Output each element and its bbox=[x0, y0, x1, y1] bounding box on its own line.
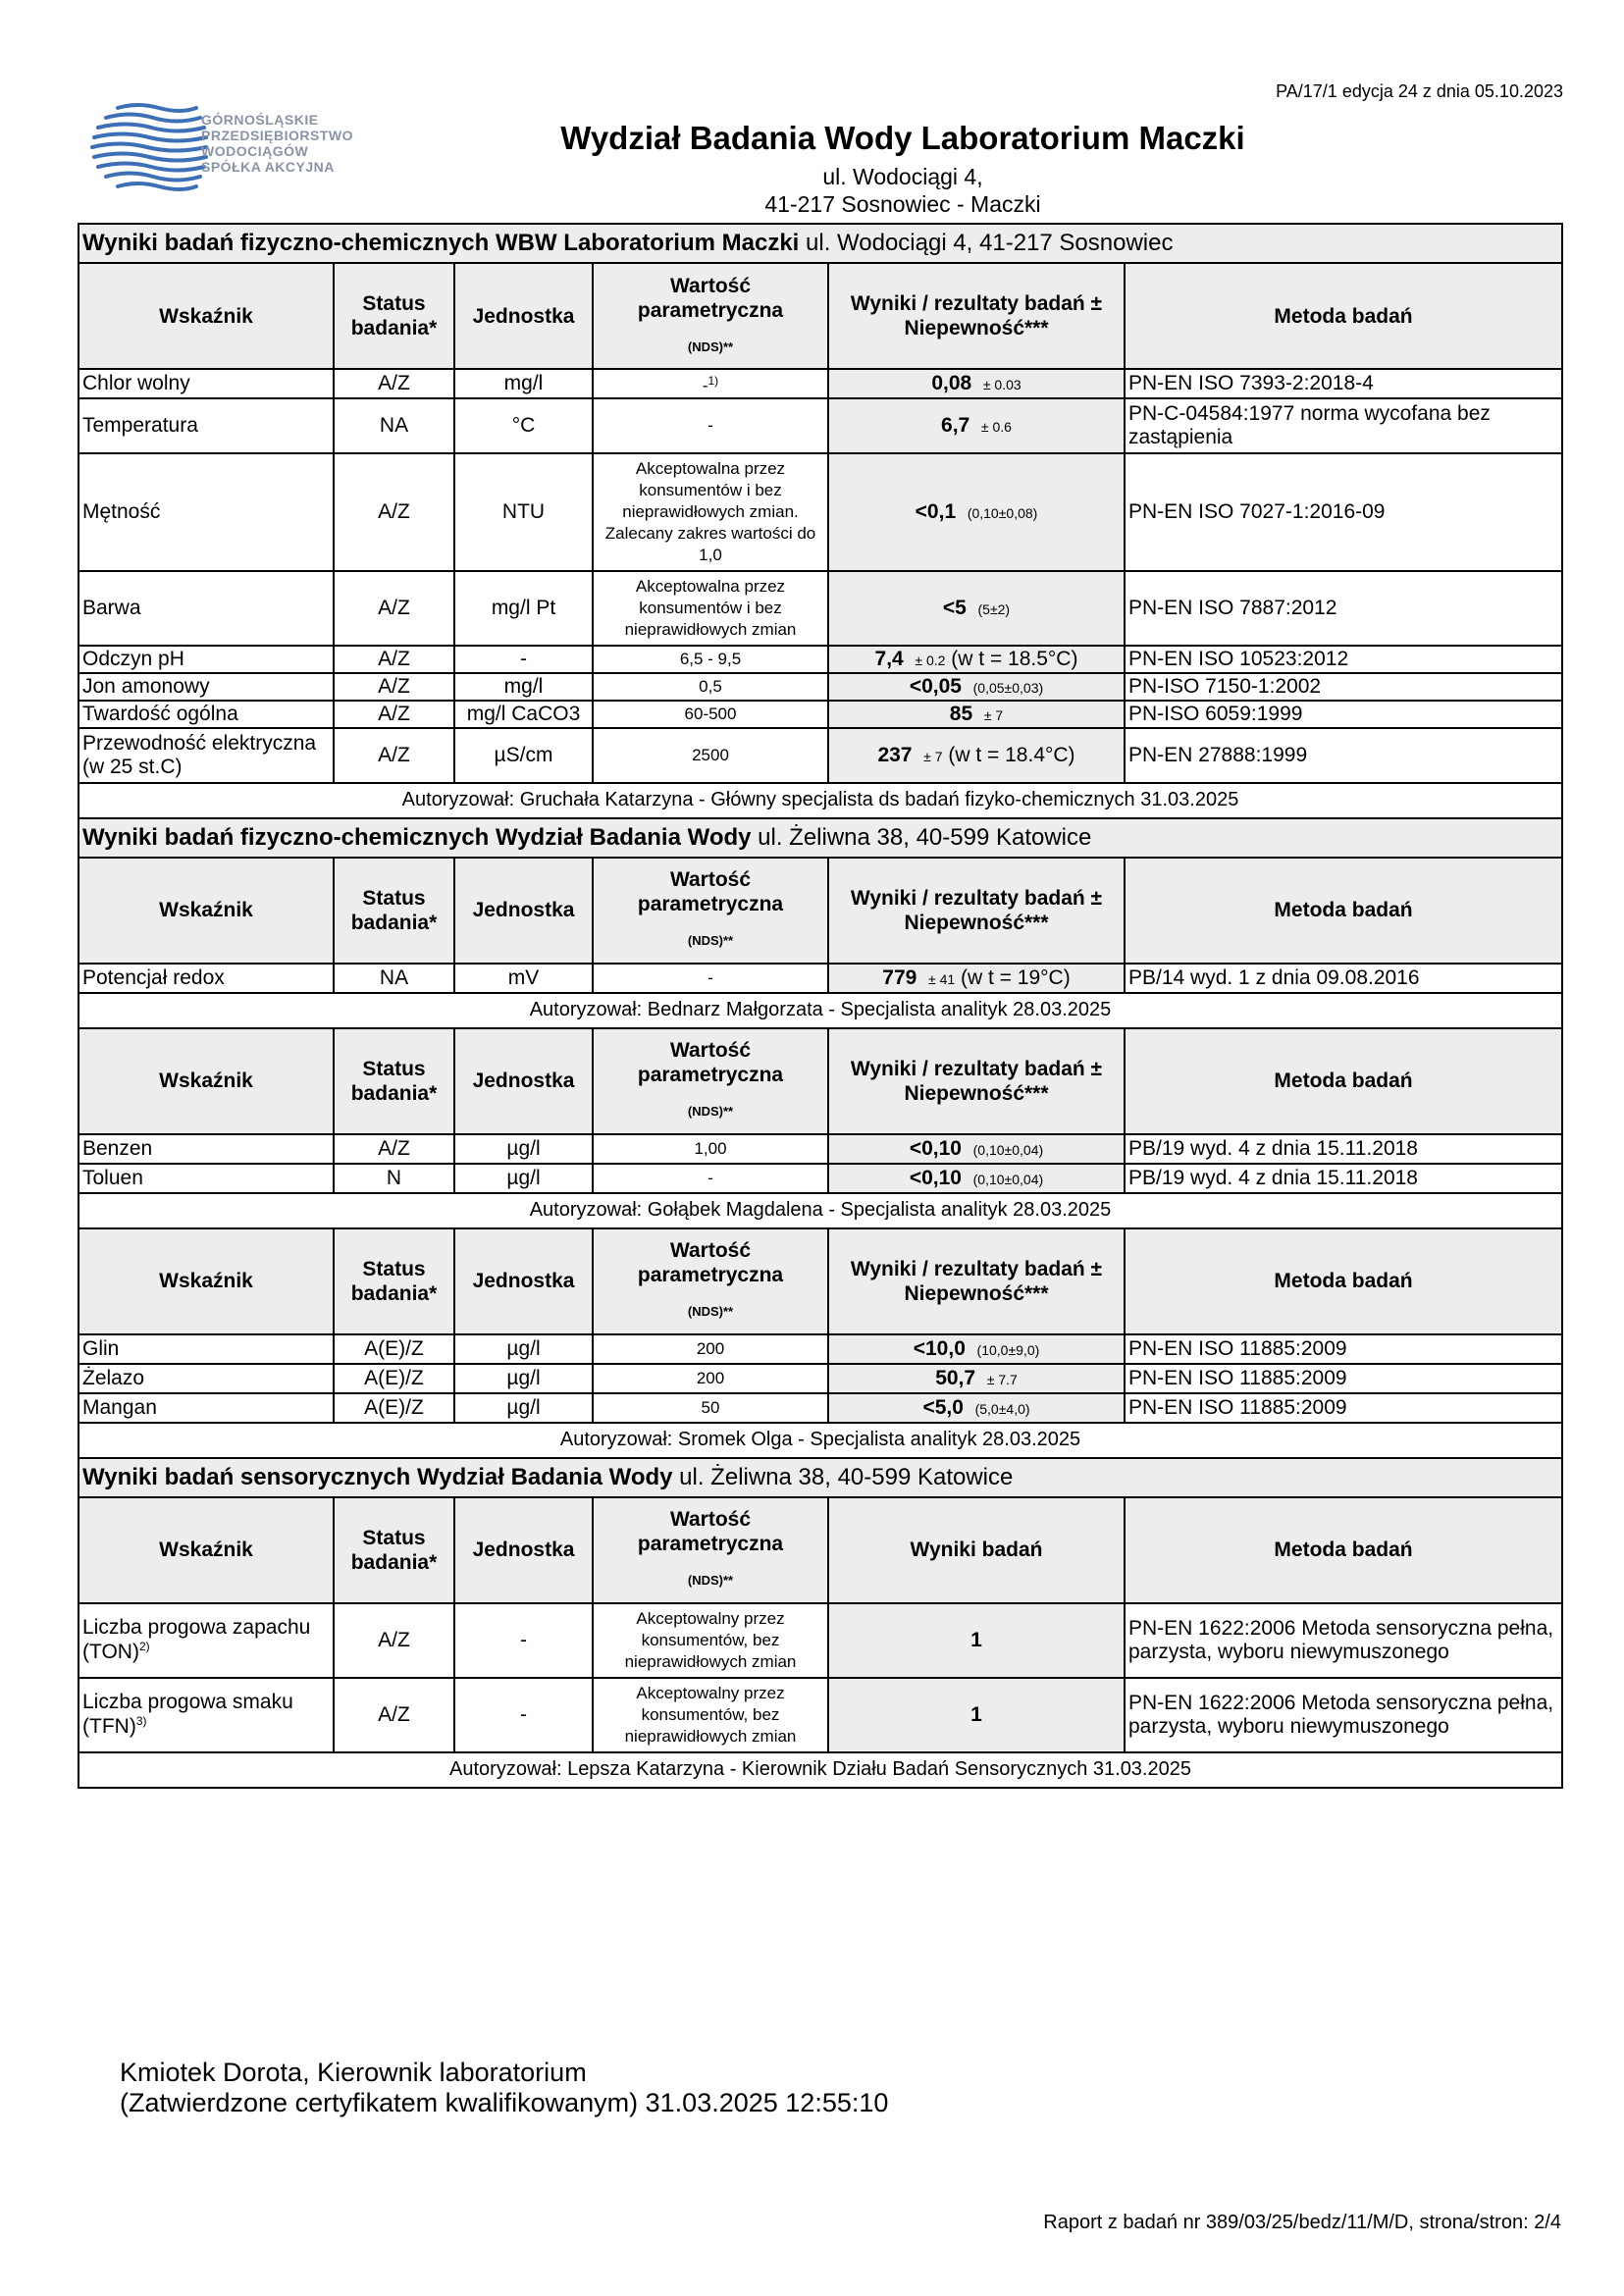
indicator-footnote: 3) bbox=[135, 1714, 147, 1729]
method-cell: PN-EN 1622:2006 Metoda sensoryczna pełna, parzysta, wyboru niewymuszonego bbox=[1125, 1678, 1562, 1752]
parametric-value-text: Akceptowalna przez konsumentów i bez nieprawidłowych zmian bbox=[624, 576, 797, 639]
lab-address-city: 41-217 Sosnowiec - Maczki bbox=[764, 191, 1041, 217]
indicator-name-text: Chlor wolny bbox=[82, 371, 190, 394]
results-table bbox=[78, 223, 1563, 1789]
result-uncertainty: ± 0.6 bbox=[980, 418, 1012, 435]
method-cell: PN-EN 1622:2006 Metoda sensoryczna pełna, parzysta, wyboru niewymuszonego bbox=[1125, 1603, 1562, 1678]
column-parametric-label: Wartość parametryczna bbox=[637, 1508, 784, 1556]
parametric-value-text: - bbox=[707, 415, 713, 435]
method-cell: PN-C-04584:1977 norma wycofana bez zastąpienia bbox=[1125, 398, 1562, 453]
column-parametric-label: Wartość parametryczna bbox=[637, 1239, 784, 1287]
status-cell: A(E)/Z bbox=[334, 1393, 454, 1423]
column-nds-label: (NDS)** bbox=[687, 1104, 734, 1120]
parametric-value-text: 2500 bbox=[692, 745, 729, 764]
result-temperature: (w t = 19°C) bbox=[961, 965, 1071, 989]
result-uncertainty: (5±2) bbox=[977, 600, 1011, 617]
column-header-row bbox=[79, 1028, 1562, 1134]
indicator-name bbox=[79, 1393, 334, 1423]
unit-cell: mg/l CaCO3 bbox=[454, 701, 593, 728]
result-cell bbox=[828, 964, 1125, 993]
result-cell bbox=[828, 453, 1125, 571]
column-unit: Jednostka bbox=[454, 1497, 593, 1603]
table-row bbox=[79, 673, 1562, 701]
section-title-address: ul. Żeliwna 38, 40-599 Katowice bbox=[672, 1463, 1014, 1490]
parametric-value-cell bbox=[593, 571, 828, 646]
result-value: 779 bbox=[882, 965, 917, 989]
parametric-value-cell bbox=[593, 1603, 828, 1678]
column-header-row bbox=[79, 1228, 1562, 1334]
indicator-name-text: Liczba progowa zapachu (TON) bbox=[82, 1616, 311, 1664]
result-cell bbox=[828, 1603, 1125, 1678]
result-value: 1 bbox=[970, 1702, 982, 1726]
column-results: Wyniki badań bbox=[828, 1497, 1125, 1603]
table-row bbox=[79, 701, 1562, 728]
column-parametric-value bbox=[593, 858, 828, 964]
indicator-name-text: Barwa bbox=[82, 596, 141, 619]
result-value: <0,10 bbox=[909, 1136, 962, 1160]
parametric-value-text: 6,5 - 9,5 bbox=[679, 649, 742, 668]
result-value: 50,7 bbox=[935, 1366, 976, 1389]
method-cell: PN-EN ISO 11885:2009 bbox=[1125, 1393, 1562, 1423]
parametric-value-text: Akceptowalny przez konsumentów, bez nieprawidłowych zmian bbox=[624, 1608, 797, 1671]
parametric-value-cell bbox=[593, 673, 828, 701]
authorization-text: Autoryzował: Lepsza Katarzyna - Kierownik Działu Badań Sensorycznych 31.03.2025 bbox=[79, 1752, 1562, 1788]
table-row bbox=[79, 728, 1562, 783]
indicator-name-text: Odczyn pH bbox=[82, 647, 184, 670]
unit-cell: - bbox=[454, 1603, 593, 1678]
results-table-body bbox=[79, 224, 1562, 1788]
parametric-value-text: 1,00 bbox=[694, 1138, 727, 1158]
method-cell: PN-EN ISO 10523:2012 bbox=[1125, 646, 1562, 673]
result-cell bbox=[828, 673, 1125, 701]
indicator-name bbox=[79, 453, 334, 571]
column-status: Status badania* bbox=[334, 858, 454, 964]
logo-text: GÓRNOŚLĄSKIE PRZEDSIĘBIORSTWO WODOCIĄGÓW SPÓŁKA AKCYJNA bbox=[201, 112, 354, 175]
result-uncertainty: ± 7 bbox=[923, 748, 943, 764]
result-uncertainty: (0,10±0,08) bbox=[967, 504, 1038, 521]
method-cell: PN-EN ISO 7027-1:2016-09 bbox=[1125, 453, 1562, 571]
parametric-value-cell bbox=[593, 728, 828, 783]
unit-cell: µg/l bbox=[454, 1164, 593, 1193]
indicator-name bbox=[79, 1364, 334, 1393]
status-cell: A/Z bbox=[334, 728, 454, 783]
indicator-name-text: Temperatura bbox=[82, 413, 198, 437]
result-cell bbox=[828, 571, 1125, 646]
status-cell: A/Z bbox=[334, 701, 454, 728]
result-cell bbox=[828, 369, 1125, 398]
result-value: <0,10 bbox=[909, 1166, 962, 1189]
column-header-row bbox=[79, 858, 1562, 964]
status-cell: A(E)/Z bbox=[334, 1334, 454, 1364]
column-indicator: Wskaźnik bbox=[79, 1228, 334, 1334]
column-indicator: Wskaźnik bbox=[79, 858, 334, 964]
authorization-text: Autoryzował: Gołąbek Magdalena - Specjalista analityk 28.03.2025 bbox=[79, 1193, 1562, 1228]
authorization-row bbox=[79, 1423, 1562, 1458]
parametric-value-text: - bbox=[707, 1168, 713, 1187]
result-uncertainty: ± 7.7 bbox=[986, 1371, 1018, 1387]
result-value: 85 bbox=[949, 702, 973, 725]
column-results: Wyniki / rezultaty badań ± Niepewność*** bbox=[828, 1228, 1125, 1334]
result-cell bbox=[828, 646, 1125, 673]
unit-cell: µg/l bbox=[454, 1364, 593, 1393]
column-status: Status badania* bbox=[334, 1228, 454, 1334]
section-title bbox=[79, 224, 1562, 263]
column-indicator: Wskaźnik bbox=[79, 263, 334, 369]
column-nds-label: (NDS)** bbox=[687, 1573, 734, 1589]
result-cell bbox=[828, 1334, 1125, 1364]
column-parametric-value bbox=[593, 1497, 828, 1603]
parametric-value-text: - bbox=[702, 376, 708, 395]
authorization-text: Autoryzował: Bednarz Małgorzata - Specjalista analityk 28.03.2025 bbox=[79, 993, 1562, 1028]
column-unit: Jednostka bbox=[454, 1228, 593, 1334]
indicator-name-text: Liczba progowa smaku (TFN) bbox=[82, 1691, 293, 1739]
status-cell: A/Z bbox=[334, 1678, 454, 1752]
column-unit: Jednostka bbox=[454, 1028, 593, 1134]
column-status: Status badania* bbox=[334, 1028, 454, 1134]
status-cell: A/Z bbox=[334, 646, 454, 673]
parametric-value-cell bbox=[593, 1334, 828, 1364]
water-waves-icon bbox=[90, 98, 208, 196]
indicator-name bbox=[79, 1334, 334, 1364]
column-method: Metoda badań bbox=[1125, 263, 1562, 369]
unit-cell: - bbox=[454, 1678, 593, 1752]
table-row bbox=[79, 1603, 1562, 1678]
signature-certificate: (Zatwierdzone certyfikatem kwalifikowanym) 31.03.2025 12:55:10 bbox=[120, 2088, 889, 2117]
indicator-name bbox=[79, 673, 334, 701]
result-uncertainty: (0,10±0,04) bbox=[972, 1141, 1044, 1158]
method-cell: PN-ISO 7150-1:2002 bbox=[1125, 673, 1562, 701]
section-title-address: ul. Wodociągi 4, 41-217 Sosnowiec bbox=[799, 230, 1174, 256]
indicator-name bbox=[79, 369, 334, 398]
column-header-row bbox=[79, 1497, 1562, 1603]
result-value: 0,08 bbox=[931, 371, 972, 394]
column-method: Metoda badań bbox=[1125, 1497, 1562, 1603]
status-cell: A/Z bbox=[334, 571, 454, 646]
section-header bbox=[79, 818, 1562, 858]
unit-cell: µg/l bbox=[454, 1334, 593, 1364]
authorization-text: Autoryzował: Sromek Olga - Specjalista analityk 28.03.2025 bbox=[79, 1423, 1562, 1458]
table-row bbox=[79, 369, 1562, 398]
status-cell: A/Z bbox=[334, 453, 454, 571]
result-uncertainty: (10,0±9,0) bbox=[976, 1341, 1040, 1358]
unit-cell: mg/l Pt bbox=[454, 571, 593, 646]
column-parametric-label: Wartość parametryczna bbox=[637, 868, 784, 916]
column-nds-label: (NDS)** bbox=[687, 339, 734, 354]
column-nds-label: (NDS)** bbox=[687, 1304, 734, 1320]
parametric-value-text: 60-500 bbox=[684, 704, 737, 723]
indicator-name bbox=[79, 1603, 334, 1678]
result-uncertainty: ± 0.03 bbox=[982, 376, 1022, 392]
table-row bbox=[79, 1393, 1562, 1423]
column-nds-label: (NDS)** bbox=[687, 933, 734, 949]
indicator-name-text: Glin bbox=[82, 1336, 120, 1360]
authorization-row bbox=[79, 993, 1562, 1028]
method-cell: PN-EN ISO 11885:2009 bbox=[1125, 1364, 1562, 1393]
result-value: <5 bbox=[942, 596, 967, 619]
status-cell: N bbox=[334, 1164, 454, 1193]
column-results: Wyniki / rezultaty badań ± Niepewność*** bbox=[828, 858, 1125, 964]
signature-name: Kmiotek Dorota, Kierownik laboratorium bbox=[120, 2058, 587, 2087]
column-unit: Jednostka bbox=[454, 263, 593, 369]
lab-title: Wydział Badania Wody Laboratorium Maczki bbox=[560, 120, 1245, 156]
result-temperature: (w t = 18.4°C) bbox=[948, 743, 1075, 766]
indicator-name bbox=[79, 1134, 334, 1164]
document-code: PA/17/1 edycja 24 z dnia 05.10.2023 bbox=[1276, 81, 1563, 101]
column-header-row bbox=[79, 263, 1562, 369]
parametric-value-cell bbox=[593, 1678, 828, 1752]
parametric-value-cell bbox=[593, 964, 828, 993]
method-cell: PN-EN ISO 7393-2:2018-4 bbox=[1125, 369, 1562, 398]
parametric-value-text: - bbox=[707, 967, 713, 987]
parametric-value-cell bbox=[593, 369, 828, 398]
column-parametric-label: Wartość parametryczna bbox=[637, 1039, 784, 1087]
indicator-name bbox=[79, 571, 334, 646]
result-uncertainty: (5,0±4,0) bbox=[974, 1400, 1030, 1417]
indicator-name bbox=[79, 964, 334, 993]
unit-cell: mg/l bbox=[454, 673, 593, 701]
column-indicator: Wskaźnik bbox=[79, 1497, 334, 1603]
indicator-name bbox=[79, 646, 334, 673]
method-cell: PN-EN ISO 11885:2009 bbox=[1125, 1334, 1562, 1364]
result-uncertainty: ± 41 bbox=[928, 970, 956, 987]
result-cell bbox=[828, 728, 1125, 783]
method-cell: PB/19 wyd. 4 z dnia 15.11.2018 bbox=[1125, 1134, 1562, 1164]
result-value: 7,4 bbox=[874, 647, 904, 670]
result-value: <0,1 bbox=[915, 499, 957, 523]
table-row bbox=[79, 1678, 1562, 1752]
section-title-address: ul. Żeliwna 38, 40-599 Katowice bbox=[751, 823, 1092, 851]
unit-cell: NTU bbox=[454, 453, 593, 571]
column-method: Metoda badań bbox=[1125, 1028, 1562, 1134]
parametric-value-text: 200 bbox=[696, 1338, 725, 1358]
table-row bbox=[79, 453, 1562, 571]
result-cell bbox=[828, 1393, 1125, 1423]
section-title bbox=[79, 818, 1562, 858]
section-title-bold: Wyniki badań sensorycznych Wydział Badania Wody bbox=[82, 1463, 673, 1490]
column-method: Metoda badań bbox=[1125, 1228, 1562, 1334]
parametric-value-cell bbox=[593, 398, 828, 453]
unit-cell: µS/cm bbox=[454, 728, 593, 783]
unit-cell: µg/l bbox=[454, 1393, 593, 1423]
parametric-value-text: 200 bbox=[696, 1368, 725, 1387]
result-temperature: (w t = 18.5°C) bbox=[951, 647, 1078, 670]
indicator-name bbox=[79, 398, 334, 453]
column-indicator: Wskaźnik bbox=[79, 1028, 334, 1134]
parametric-value-cell bbox=[593, 1364, 828, 1393]
method-cell: PN-ISO 6059:1999 bbox=[1125, 701, 1562, 728]
unit-cell: mV bbox=[454, 964, 593, 993]
indicator-name bbox=[79, 701, 334, 728]
parametric-value-text: Akceptowalny przez konsumentów, bez nieprawidłowych zmian bbox=[624, 1683, 797, 1746]
report-footer: Raport z badań nr 389/03/25/bedz/11/M/D, strona/stron: 2/4 bbox=[1043, 2212, 1561, 2233]
result-cell bbox=[828, 701, 1125, 728]
parametric-footnote: 1) bbox=[707, 374, 719, 388]
column-status: Status badania* bbox=[334, 263, 454, 369]
column-unit: Jednostka bbox=[454, 858, 593, 964]
result-uncertainty: (0,05±0,03) bbox=[972, 679, 1044, 696]
table-row bbox=[79, 964, 1562, 993]
parametric-value-cell bbox=[593, 453, 828, 571]
company-logo bbox=[90, 98, 385, 196]
table-row bbox=[79, 1164, 1562, 1193]
parametric-value-text: 50 bbox=[701, 1397, 720, 1417]
table-row bbox=[79, 398, 1562, 453]
unit-cell: - bbox=[454, 646, 593, 673]
method-cell: PB/19 wyd. 4 z dnia 15.11.2018 bbox=[1125, 1164, 1562, 1193]
status-cell: A/Z bbox=[334, 1134, 454, 1164]
indicator-footnote: 2) bbox=[138, 1640, 150, 1654]
result-cell bbox=[828, 1364, 1125, 1393]
indicator-name-text: Mangan bbox=[82, 1395, 157, 1419]
column-parametric-value bbox=[593, 1028, 828, 1134]
authorization-row bbox=[79, 783, 1562, 818]
result-uncertainty: ± 0.2 bbox=[915, 652, 946, 668]
table-row bbox=[79, 1334, 1562, 1364]
unit-cell: mg/l bbox=[454, 369, 593, 398]
column-parametric-label: Wartość parametryczna bbox=[637, 274, 784, 322]
indicator-name bbox=[79, 1164, 334, 1193]
result-value: <5,0 bbox=[922, 1395, 964, 1419]
table-row bbox=[79, 1364, 1562, 1393]
method-cell: PN-EN ISO 7887:2012 bbox=[1125, 571, 1562, 646]
result-cell bbox=[828, 1678, 1125, 1752]
status-cell: A/Z bbox=[334, 1603, 454, 1678]
indicator-name-text: Twardość ogólna bbox=[82, 702, 238, 725]
status-cell: NA bbox=[334, 398, 454, 453]
table-row bbox=[79, 571, 1562, 646]
parametric-value-cell bbox=[593, 1134, 828, 1164]
parametric-value-cell bbox=[593, 1164, 828, 1193]
result-uncertainty: (0,10±0,04) bbox=[972, 1171, 1044, 1187]
result-value: <0,05 bbox=[909, 674, 962, 698]
indicator-name bbox=[79, 728, 334, 783]
indicator-name-text: Mętność bbox=[82, 499, 161, 523]
unit-cell: µg/l bbox=[454, 1134, 593, 1164]
parametric-value-cell bbox=[593, 1393, 828, 1423]
authorization-row bbox=[79, 1193, 1562, 1228]
result-value: 1 bbox=[970, 1628, 982, 1651]
column-method: Metoda badań bbox=[1125, 858, 1562, 964]
method-cell: PN-EN 27888:1999 bbox=[1125, 728, 1562, 783]
section-title-bold: Wyniki badań fizyczno-chemicznych Wydział Badania Wody bbox=[82, 823, 752, 851]
section-title bbox=[79, 1458, 1562, 1497]
indicator-name-text: Toluen bbox=[82, 1166, 143, 1189]
section-header bbox=[79, 1458, 1562, 1497]
indicator-name-text: Przewodność elektryczna (w 25 st.C) bbox=[82, 731, 317, 778]
indicator-name-text: Żelazo bbox=[82, 1366, 145, 1389]
column-parametric-value bbox=[593, 263, 828, 369]
unit-cell: °C bbox=[454, 398, 593, 453]
parametric-value-text: Akceptowalna przez konsumentów i bez nieprawidłowych zmian. Zalecany zakres wartości do 1,0 bbox=[604, 458, 816, 564]
result-cell bbox=[828, 1134, 1125, 1164]
parametric-value-text: 0,5 bbox=[699, 676, 722, 696]
status-cell: NA bbox=[334, 964, 454, 993]
result-uncertainty: ± 7 bbox=[983, 706, 1004, 723]
indicator-name-text: Benzen bbox=[82, 1136, 153, 1160]
column-results: Wyniki / rezultaty badań ± Niepewność*** bbox=[828, 1028, 1125, 1134]
result-value: 237 bbox=[877, 743, 913, 766]
result-cell bbox=[828, 1164, 1125, 1193]
parametric-value-cell bbox=[593, 701, 828, 728]
authorization-row bbox=[79, 1752, 1562, 1788]
result-value: <10,0 bbox=[913, 1336, 966, 1360]
section-title-bold: Wyniki badań fizyczno-chemicznych WBW Laboratorium Maczki bbox=[82, 230, 800, 256]
method-cell: PB/14 wyd. 1 z dnia 09.08.2016 bbox=[1125, 964, 1562, 993]
result-value: 6,7 bbox=[941, 413, 970, 437]
status-cell: A/Z bbox=[334, 369, 454, 398]
column-parametric-value bbox=[593, 1228, 828, 1334]
indicator-name bbox=[79, 1678, 334, 1752]
lab-address-street: ul. Wodociągi 4, bbox=[822, 164, 983, 189]
indicator-name-text: Jon amonowy bbox=[82, 674, 210, 698]
status-cell: A/Z bbox=[334, 673, 454, 701]
section-header bbox=[79, 224, 1562, 263]
result-cell bbox=[828, 398, 1125, 453]
indicator-name-text: Potencjał redox bbox=[82, 965, 225, 989]
status-cell: A(E)/Z bbox=[334, 1364, 454, 1393]
table-row bbox=[79, 1134, 1562, 1164]
authorization-text: Autoryzował: Gruchała Katarzyna - Główny specjalista ds badań fizyko-chemicznych 31.03.2025 bbox=[79, 783, 1562, 818]
column-status: Status badania* bbox=[334, 1497, 454, 1603]
column-results: Wyniki / rezultaty badań ± Niepewność*** bbox=[828, 263, 1125, 369]
parametric-value-cell bbox=[593, 646, 828, 673]
table-row bbox=[79, 646, 1562, 673]
